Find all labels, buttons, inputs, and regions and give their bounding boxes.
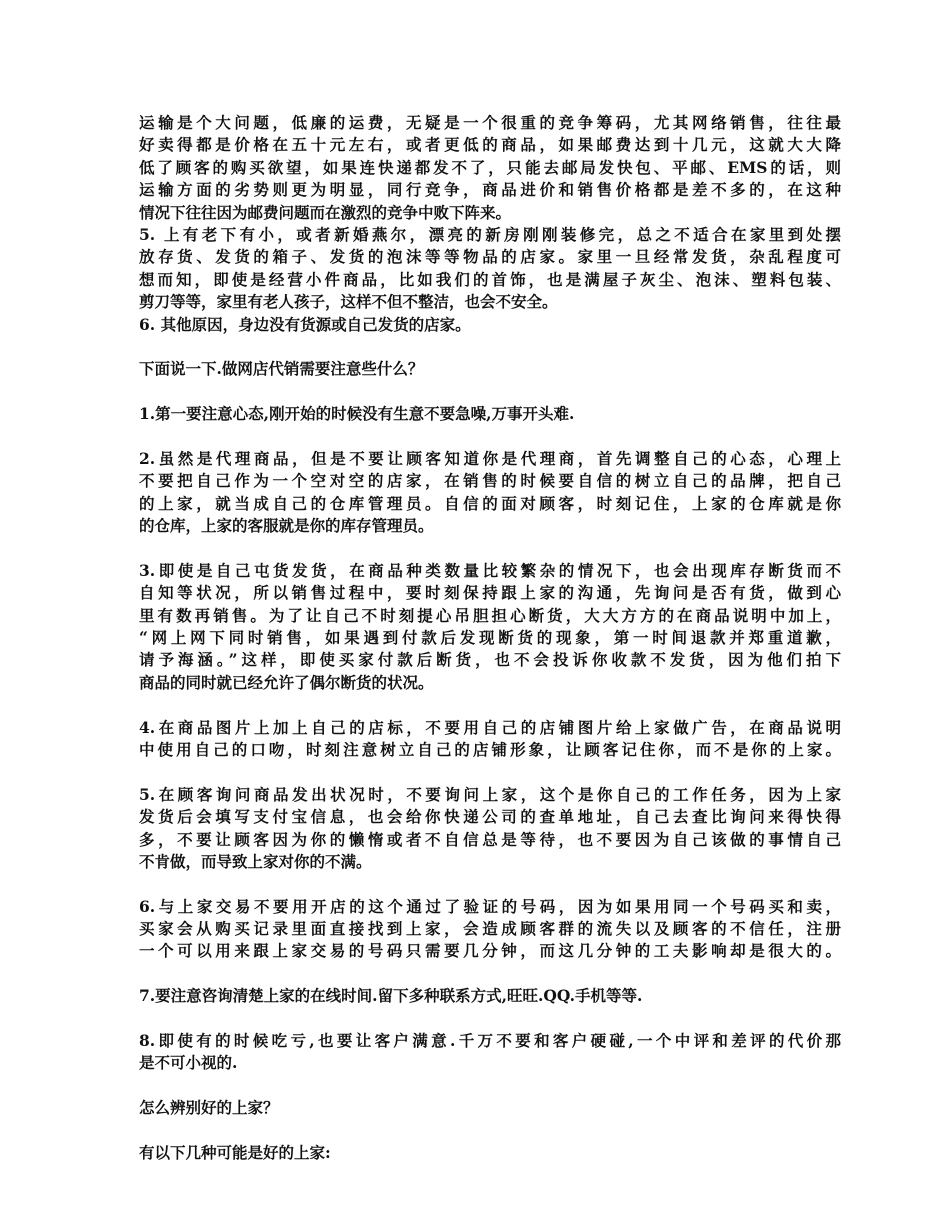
text-line: 想而知，即使是经营小件商品，比如我们的首饰，也是满屋子灰尘、泡沫、塑料包装、 (139, 269, 841, 289)
text-line: 5.在顾客询问商品发出状况时，不要询问上家，这个是你自己的工作任务，因为上家 (139, 784, 841, 804)
text-line: 请予海涵。”这样，即使买家付款后断货，也不会投诉你收款不发货，因为他们拍下 (139, 650, 841, 670)
text-line: 1.第一要注意心态,刚开始的时候没有生意不要急噪,万事开头难. (139, 404, 575, 424)
blank-line (139, 425, 841, 447)
text-line: 的仓库，上家的客服就是你的库存管理员。 (139, 516, 434, 536)
text-line: 6.与上家交易不要用开店的这个通过了验证的号码，因为如果用同一个号码买和卖， (139, 896, 841, 916)
text-line: 8.即使有的时候吃亏,也要让客户满意.千万不要和客户硬碰,一个中评和差评的代价那 (139, 1031, 841, 1051)
text-line: 剪刀等等，家里有老人孩子，这样不但不整洁，也会不安全。 (139, 292, 558, 312)
text-line: 商品的同时就已经允许了偶尔断货的状况。 (139, 672, 434, 692)
text-line: 3.即使是自己屯货发货，在商品种类数量比较繁杂的情况下，也会出现库存断货而不 (139, 560, 841, 580)
text-line: 里有数再销售。为了让自己不时刻提心吊胆担心断货，大大方方的在商品说明中加上， (139, 605, 841, 625)
text-line: “网上网下同时销售，如果遇到付款后发现断货的现象，第一时间退款并郑重道歉， (139, 627, 841, 647)
text-line: 买家会从购买记录里面直接找到上家，会造成顾客群的流失以及顾客的不信任，注册 (139, 919, 841, 939)
text-line: 的上家，就当成自己的仓库管理员。自信的面对顾客，时刻记住，上家的仓库就是你 (139, 493, 841, 513)
text-line: 5. 上有老下有小，或者新婚燕尔，漂亮的新房刚刚装修完，总之不适合在家里到处摆 (139, 224, 841, 244)
text-line: 情况下往往因为邮费问题而在激烈的竞争中败下阵来。 (139, 202, 512, 222)
text-line: 中使用自己的口吻，时刻注意树立自己的店铺形象，让顾客记住你，而不是你的上家。 (139, 739, 841, 759)
text-line: 7.要注意咨询清楚上家的在线时间.留下多种联系方式,旺旺.QQ.手机等等. (139, 986, 643, 1006)
text-line: 好卖得都是价格在五十元左右，或者更低的商品，如果邮费达到十几元，这就大大降 (139, 135, 841, 155)
text-line: 运输是个大问题，低廉的运费，无疑是一个很重的竞争筹码，尤其网络销售，往往最 (139, 113, 841, 132)
text-line: 有以下几种可能是好的上家: (139, 1142, 331, 1162)
blank-line (139, 963, 841, 985)
blank-line (139, 1008, 841, 1030)
text-line: 2.虽然是代理商品，但是不要让顾客知道你是代理商，首先调整自己的心态，心理上 (139, 448, 841, 468)
text-line: 发货后会填写支付宝信息，也会给你快递公司的查单地址，自己去查比询问来得快得 (139, 807, 841, 827)
blank-line (139, 873, 841, 895)
text-line: 不要把自己作为一个空对空的店家，在销售的时候要自信的树立自己的品牌，把自己 (139, 471, 841, 491)
document-body (139, 112, 841, 1164)
text-line: 怎么辨别好的上家？ (139, 1098, 279, 1118)
text-line: 多，不要让顾客因为你的懒惰或者不自信总是等待，也不要因为自己该做的事情自己 (139, 829, 841, 849)
text-line: 自知等状况，所以销售过程中，要时刻保持跟上家的沟通，先询问是否有货，做到心 (139, 583, 841, 603)
text-line: 下面说一下.做网店代销需要注意些什么？ (139, 359, 424, 379)
blank-line (139, 537, 841, 559)
text-line: 4.在商品图片上加上自己的店标，不要用自己的店铺图片给上家做广告，在商品说明 (139, 717, 841, 737)
text-line: 不肯做，而导致上家对你的不满。 (139, 851, 372, 871)
blank-line (139, 381, 841, 403)
blank-line (139, 761, 841, 783)
blank-line (139, 336, 841, 358)
blank-line (139, 1120, 841, 1142)
text-line: 6. 其他原因，身边没有货源或自己发货的店家。 (139, 314, 471, 334)
text-line: 低了顾客的购买欲望，如果连快递都发不了，只能去邮局发快包、平邮、EMS的话，则 (139, 157, 841, 177)
blank-line (139, 694, 841, 716)
text-line: 是不可小视的. (139, 1053, 238, 1073)
text-line: 一个可以用来跟上家交易的号码只需要几分钟，而这几分钟的工夫影响却是很大的。 (139, 941, 841, 961)
text-line: 运输方面的劣势则更为明显，同行竞争，商品进价和销售价格都是差不多的，在这种 (139, 180, 841, 200)
blank-line (139, 1075, 841, 1097)
text-line: 放存货、发货的箱子、发货的泡沫等等物品的店家。家里一旦经常发货，杂乱程度可 (139, 247, 841, 267)
